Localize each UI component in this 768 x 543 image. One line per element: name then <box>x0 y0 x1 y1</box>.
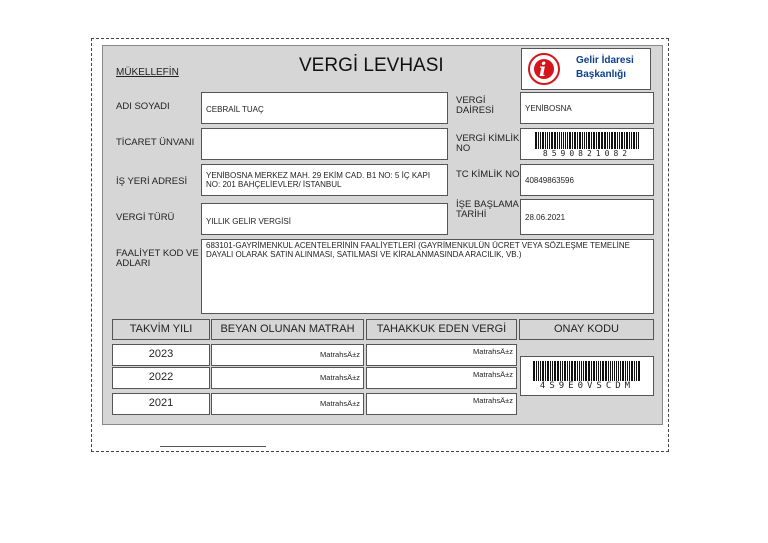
barcode-bar <box>567 361 568 381</box>
barcode-bar <box>572 132 573 149</box>
barcode-bar <box>607 132 608 149</box>
barcode-bar <box>608 361 609 381</box>
table-row-matrah: MatrahsÄ±z <box>211 344 364 366</box>
barcode-bar <box>552 361 553 381</box>
barcode-bar <box>631 132 632 149</box>
barcode-bar <box>618 361 619 381</box>
barcode-bar <box>638 361 640 381</box>
barcode-bar <box>609 132 610 149</box>
barcode-bar <box>554 361 556 381</box>
table-row-vergi: MatrahsÄ±z <box>366 367 517 389</box>
label-tax-office: VERGİ DAİRESİ <box>456 95 495 116</box>
barcode-bar <box>633 132 635 149</box>
barcode-bar <box>545 132 546 149</box>
barcode-bar <box>577 361 578 381</box>
barcode-bar <box>561 132 562 149</box>
value-tc-id: 40849863596 <box>520 164 654 196</box>
barcode-bar <box>602 361 604 381</box>
barcode-bar <box>586 132 587 149</box>
barcode-bar <box>627 361 628 381</box>
table-row-matrah: MatrahsÄ±z <box>211 393 364 415</box>
label-tax-id: VERGİ KİMLİK NO <box>456 133 520 154</box>
logo-line-1: Gelir İdaresi <box>576 55 634 66</box>
barcode-bar <box>559 132 560 149</box>
barcode-bar <box>596 361 597 381</box>
barcode-bar <box>581 361 582 381</box>
label-trade-name: TİCARET ÜNVANI <box>116 137 195 148</box>
barcode-bar <box>557 132 558 149</box>
barcode-bar <box>547 361 549 381</box>
barcode-bar <box>540 361 541 381</box>
section-label-taxpayer: MÜKELLEFİN <box>116 67 179 78</box>
table-row-vergi: MatrahsÄ±z <box>366 344 517 366</box>
barcode-bar <box>533 361 535 381</box>
barcode-bar <box>614 132 616 149</box>
barcode-bar <box>538 361 539 381</box>
col-header-approval-code: ONAY KODU <box>519 319 654 340</box>
barcode-bar <box>557 361 559 381</box>
barcode-bar <box>591 132 592 149</box>
barcode-bar <box>593 361 595 381</box>
label-tax-type: VERGİ TÜRÜ <box>116 212 175 223</box>
barcode-bar <box>571 361 573 381</box>
table-row-matrah: MatrahsÄ±z <box>211 367 364 389</box>
barcode-bar <box>550 361 551 381</box>
barcode-bar <box>611 132 613 149</box>
label-start-date: İŞE BAŞLAMA TARİHİ <box>456 199 519 220</box>
barcode-bar <box>536 361 537 381</box>
barcode-bar <box>582 132 583 149</box>
tax-id-barcode <box>535 132 640 149</box>
barcode-bar <box>614 361 615 381</box>
barcode-bar <box>625 361 626 381</box>
value-trade-name <box>201 128 448 160</box>
barcode-bar <box>631 361 633 381</box>
col-header-declared-base: BEYAN OLUNAN MATRAH <box>211 319 364 340</box>
barcode-bar <box>579 361 580 381</box>
label-tc-id: TC KİMLİK NO <box>456 169 520 180</box>
barcode-bar <box>583 361 584 381</box>
barcode-bar <box>600 361 601 381</box>
value-activity: 683101-GAYRİMENKUL ACENTELERİNİN FAALİYETLERİ (GAYRİMENKULÜN ÜCRET VEYA SÖZLEŞME TEMELİNE DAYALI OLARAK SATIN ALINMASI, SATILMASI VE KİRALANMASINDA ARACILIK, VB.) <box>201 239 654 314</box>
barcode-bar <box>577 132 578 149</box>
barcode-bar <box>567 132 568 149</box>
barcode-bar <box>593 132 595 149</box>
barcode-bar <box>542 361 544 381</box>
barcode-bar <box>574 361 576 381</box>
value-tax-id <box>520 128 654 160</box>
barcode-bar <box>617 132 618 149</box>
label-activity: FAALİYET KOD VE ADLARI <box>116 248 199 269</box>
barcode-bar <box>564 361 566 381</box>
barcode-bar <box>551 132 553 149</box>
barcode-bar <box>634 361 635 381</box>
barcode-bar <box>585 361 587 381</box>
gib-logo <box>521 48 651 90</box>
barcode-bar <box>598 132 600 149</box>
barcode-bar <box>538 132 539 149</box>
barcode-bar <box>598 361 599 381</box>
barcode-bar <box>574 132 576 149</box>
barcode-bar <box>554 132 556 149</box>
document-title: VERGİ LEVHASI <box>299 55 444 76</box>
barcode-bar <box>563 132 564 149</box>
barcode-bar <box>547 132 548 149</box>
tax-plate-panel <box>102 45 663 425</box>
value-address: YENİBOSNA MERKEZ MAH. 29 EKİM CAD. B1 NO: 5 İÇ KAPI NO: 201 BAHÇELİEVLER/ İSTANBUL <box>201 164 448 196</box>
barcode-bar <box>565 132 566 149</box>
barcode-bar <box>545 361 546 381</box>
barcode-bar <box>610 361 611 381</box>
value-tax-type: YILLIK GELİR VERGİSİ <box>201 203 448 235</box>
gib-emblem-icon: i <box>528 53 560 85</box>
approval-code <box>520 356 654 396</box>
barcode-bar <box>596 132 597 149</box>
barcode-bar <box>601 132 603 149</box>
approval-code-barcode <box>533 361 641 381</box>
barcode-bar <box>549 132 550 149</box>
barcode-bar <box>604 132 606 149</box>
value-name: CEBRAİL TUAÇ <box>201 92 448 124</box>
barcode-bar <box>638 132 639 149</box>
barcode-bar <box>620 361 621 381</box>
barcode-bar <box>579 132 581 149</box>
logo-line-2: Başkanlığı <box>576 69 627 80</box>
barcode-bar <box>535 132 537 149</box>
col-header-accrued-tax: TAHAKKUK EDEN VERGİ <box>366 319 517 340</box>
barcode-bar <box>540 132 541 149</box>
barcode-bar <box>591 361 592 381</box>
barcode-bar <box>588 361 590 381</box>
barcode-bar <box>588 132 590 149</box>
barcode-bar <box>584 132 585 149</box>
barcode-bar <box>622 361 624 381</box>
col-header-year: TAKVİM YILI <box>112 319 210 340</box>
barcode-bar <box>621 132 623 149</box>
barcode-bar <box>612 361 613 381</box>
approval-code-text: 4S9E0VSCDM <box>539 381 635 391</box>
barcode-bar <box>616 361 617 381</box>
barcode-bar <box>560 361 561 381</box>
barcode-bar <box>626 132 628 149</box>
barcode-bar <box>542 132 544 149</box>
label-name: ADI SOYADI <box>116 101 170 112</box>
table-row-year: 2022 <box>112 367 210 389</box>
table-row-year: 2023 <box>112 344 210 366</box>
barcode-bar <box>619 132 620 149</box>
barcode-bar <box>629 361 630 381</box>
barcode-bar <box>569 132 571 149</box>
tax-id-barcode-text: 8590821082 <box>542 149 632 158</box>
value-tax-office: YENİBOSNA <box>520 92 654 124</box>
barcode-bar <box>636 132 637 149</box>
barcode-bar <box>629 132 630 149</box>
value-start-date: 28.06.2021 <box>520 199 654 235</box>
table-row-year: 2021 <box>112 393 210 415</box>
table-row-vergi: MatrahsÄ±z <box>366 393 517 415</box>
barcode-bar <box>636 361 637 381</box>
signature-line <box>160 446 266 447</box>
label-address: İŞ YERİ ADRESİ <box>116 176 188 187</box>
barcode-bar <box>624 132 625 149</box>
barcode-bar <box>569 361 570 381</box>
barcode-bar <box>562 361 563 381</box>
barcode-bar <box>605 361 607 381</box>
